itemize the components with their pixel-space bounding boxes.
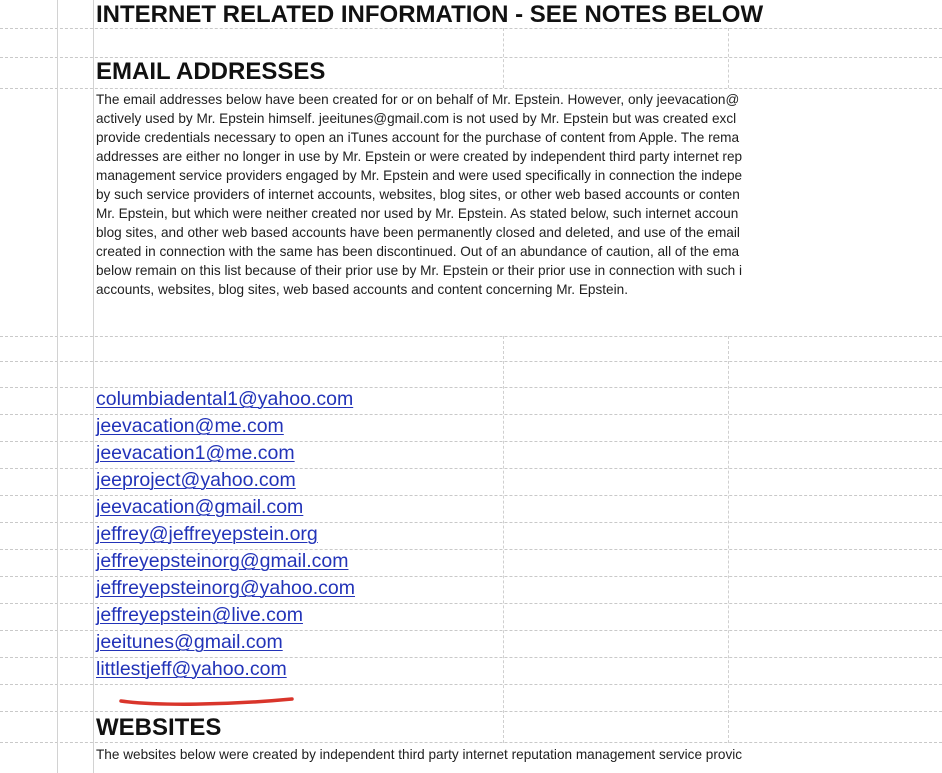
email-notes-paragraph: [96, 90, 942, 299]
notes-line: actively used by Mr. Epstein himself. jeeitunes@gmail.com is not used by Mr. Epstein but was created excl: [96, 111, 737, 126]
notes-line: below remain on this list because of their prior use by Mr. Epstein or their prior use in connection with such i: [96, 263, 743, 278]
gridline: [0, 28, 942, 29]
notes-line: created in connection with the same has been discontinued. Out of an abundance of caution, all of the ema: [96, 244, 740, 259]
red-underline-annotation: [118, 693, 298, 709]
annotation-stroke: [121, 699, 292, 704]
gridline: [0, 742, 942, 743]
gridline: [0, 88, 942, 89]
gridline: [0, 684, 942, 685]
column-divider: [503, 28, 504, 88]
notes-line: by such service providers of internet accounts, websites, blog sites, or other web based accounts or conten: [96, 187, 740, 202]
email-link-columbiadental1[interactable]: columbiadental1@yahoo.com: [96, 388, 354, 410]
gridline: [0, 711, 942, 712]
notes-line: provide credentials necessary to open an iTunes account for the purchase of content from Apple. The rema: [96, 130, 740, 145]
column-divider: [57, 0, 58, 773]
notes-line: addresses are either no longer in use by Mr. Epstein or were created by independent third party internet rep: [96, 149, 743, 164]
column-divider: [503, 336, 504, 743]
websites-notes-paragraph: [96, 745, 942, 764]
email-link-jeevacation-me[interactable]: jeevacation@me.com: [96, 415, 284, 437]
email-link-jeffrey-org[interactable]: jeffrey@jeffreyepstein.org: [96, 523, 318, 545]
notes-line: accounts, websites, blog sites, web based accounts and content concerning Mr. Epstein.: [96, 282, 628, 297]
email-section-heading: EMAIL ADDRESSES: [96, 58, 326, 85]
email-link-jeevacation1-me[interactable]: jeevacation1@me.com: [96, 442, 295, 464]
notes-line: management service providers engaged by Mr. Epstein and were used specifically in connection the indepe: [96, 168, 743, 183]
email-link-jeffreyepsteinorg-gmail[interactable]: jeffreyepsteinorg@gmail.com: [96, 550, 349, 572]
notes-line: The websites below were created by independent third party internet reputation management service provic: [96, 747, 743, 762]
notes-line: blog sites, and other web based accounts have been permanently closed and deleted, and use of the email: [96, 225, 740, 240]
column-divider: [93, 0, 94, 773]
email-link-jeevacation-gmail[interactable]: jeevacation@gmail.com: [96, 496, 304, 518]
email-link-littlestjeff[interactable]: littlestjeff@yahoo.com: [96, 658, 287, 680]
column-divider: [728, 336, 729, 743]
email-link-jeffreyepsteinorg-yahoo[interactable]: jeffreyepsteinorg@yahoo.com: [96, 577, 355, 599]
document-title: INTERNET RELATED INFORMATION - SEE NOTES BELOW: [96, 1, 764, 28]
gridline: [0, 361, 942, 362]
gridline: [0, 336, 942, 337]
notes-line: Mr. Epstein, but which were neither created nor used by Mr. Epstein. As stated below, such internet accoun: [96, 206, 739, 221]
email-link-jeffreyepstein-live[interactable]: jeffreyepstein@live.com: [96, 604, 303, 626]
notes-line: The email addresses below have been created for or on behalf of Mr. Epstein. However, only jeevacation@: [96, 92, 740, 107]
email-link-jeeitunes[interactable]: jeeitunes@gmail.com: [96, 631, 283, 653]
column-divider: [728, 28, 729, 88]
websites-section-heading: WEBSITES: [96, 714, 222, 741]
email-link-jeeproject[interactable]: jeeproject@yahoo.com: [96, 469, 296, 491]
